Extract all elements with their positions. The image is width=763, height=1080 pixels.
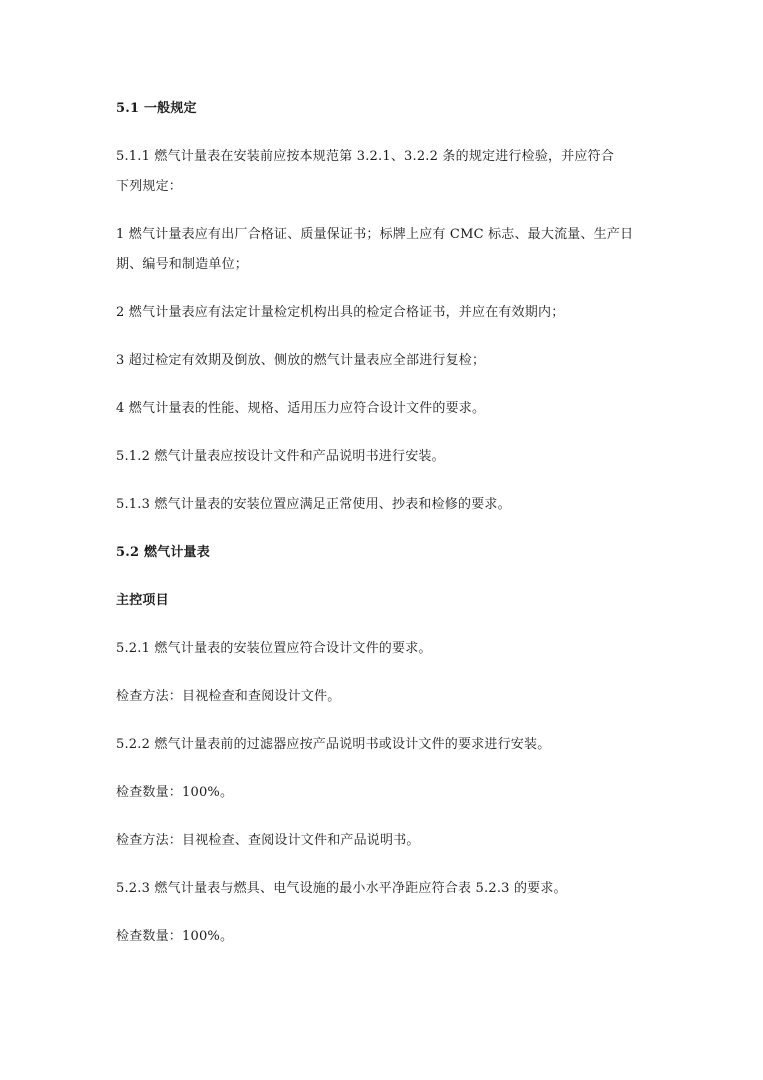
clause-5-1-1-line1: 5.1.1 燃气计量表在安装前应按本规范第 3.2.1、3.2.2 条的规定进行检验，并应符合 (116, 149, 615, 164)
list-item-2: 2 燃气计量表应有法定计量检定机构出具的检定合格证书，并应在有效期内； (116, 305, 565, 320)
clause-5-2-1: 5.2.1 燃气计量表的安装位置应符合设计文件的要求。 (116, 641, 432, 656)
clause-5-1-2: 5.1.2 燃气计量表应按设计文件和产品说明书进行安装。 (116, 449, 445, 464)
main-control-heading: 主控项目 (116, 593, 169, 608)
list-item-4: 4 燃气计量表的性能、规格、适用压力应符合设计文件的要求。 (116, 401, 486, 416)
list-item-1-line1: 1 燃气计量表应有出厂合格证、质量保证书；标牌上应有 CMC 标志、最大流量、生产日 (116, 227, 634, 242)
section-heading-5-2: 5.2 燃气计量表 (116, 545, 210, 560)
clause-5-2-2: 5.2.2 燃气计量表前的过滤器应按产品说明书或设计文件的要求进行安装。 (116, 737, 551, 752)
list-item-1-line2: 期、编号和制造单位； (116, 257, 249, 272)
document-content (116, 94, 656, 952)
check-quantity-2: 检查数量：100%。 (116, 929, 234, 944)
clause-5-1-3: 5.1.3 燃气计量表的安装位置应满足正常使用、抄表和检修的要求。 (116, 497, 511, 512)
clause-5-1-1-line2: 下列规定： (116, 179, 183, 194)
list-item-3: 3 超过检定有效期及倒放、侧放的燃气计量表应全部进行复检； (116, 353, 486, 368)
clause-5-2-3: 5.2.3 燃气计量表与燃具、电气设施的最小水平净距应符合表 5.2.3 的要求。 (116, 881, 567, 896)
check-quantity-1: 检查数量：100%。 (116, 785, 234, 800)
check-method-2: 检查方法：目视检查、查阅设计文件和产品说明书。 (116, 833, 420, 848)
check-method-1: 检查方法：目视检查和查阅设计文件。 (116, 689, 341, 704)
section-heading-5-1: 5.1 一般规定 (116, 101, 197, 116)
